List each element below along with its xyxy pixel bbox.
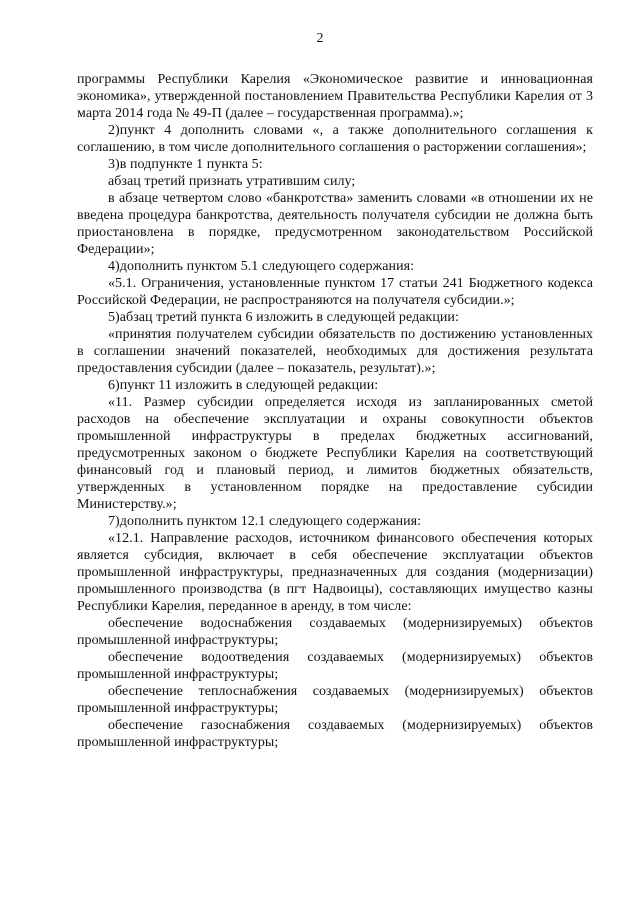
- item-number: 2): [108, 123, 120, 138]
- item-number: 3): [108, 157, 120, 172]
- paragraph: «5.1. Ограничения, установленные пунктом 17 статьи 241 Бюджетного кодекса Российской Федерации, не распространяются на получателя субсидии.»;: [77, 276, 593, 308]
- item-number: 6): [108, 378, 120, 393]
- list-item-6: [77, 377, 593, 394]
- document-body: [77, 71, 593, 751]
- page-number: 2: [316, 31, 324, 46]
- paragraph: обеспечение газоснабжения создаваемых (модернизируемых) объектов промышленной инфраструктуры;: [77, 718, 593, 750]
- item-number: 4): [108, 259, 120, 274]
- list-item-4: [77, 258, 593, 275]
- item-text: в подпункте 1 пункта 5:: [119, 157, 263, 172]
- item-text: дополнить пунктом 5.1 следующего содержания:: [119, 259, 415, 274]
- item-text: дополнить пунктом 12.1 следующего содержания:: [119, 514, 422, 529]
- paragraph: «12.1. Направление расходов, источником финансового обеспечения которых является субсидия, включает в себя обеспечение эксплуатации объектов промышленной инфраструктуры, предназначенных для создания (модернизации) промышленного производства (в пгт Надвоицы), составляющих имущество казны Республики Карелия, переданное в аренду, в том числе:: [77, 531, 593, 614]
- item-number: 7): [108, 514, 120, 529]
- paragraph: «принятия получателем субсидии обязательств по достижению установленных в соглашении значений показателей, необходимых для достижения результата предоставления субсидии (далее – показатель, результат).»;: [77, 327, 593, 376]
- paragraph-continuation: программы Республики Карелия «Экономическое развитие и инновационная экономика», утвержденной постановлением Правительства Республики Карелия от 3 марта 2014 года № 49-П (далее – государственная программа).»;: [77, 72, 593, 121]
- item-text: пункт 11 изложить в следующей редакции:: [119, 378, 379, 393]
- item-number: 5): [108, 310, 120, 325]
- list-item-3: [77, 156, 593, 173]
- item-text: абзац третий пункта 6 изложить в следующей редакции:: [119, 310, 459, 325]
- item-text: пункт 4 дополнить словами «, а также дополнительного соглашения к соглашению, в том числе дополнительного соглашения о расторжении соглашения»;: [77, 123, 593, 155]
- paragraph: «11. Размер субсидии определяется исходя из запланированных сметой расходов на обеспечение эксплуатации и охраны совокупности объектов промышленной инфраструктуры в пределах бюджетных ассигнований, предусмотренных законом о бюджете Республики Карелия на соответствующий финансовый год и плановый период, и лимитов бюджетных обязательств, утвержденных в установленном порядке на предоставление субсидии Министерству.»;: [77, 395, 593, 512]
- list-item-5: [77, 309, 593, 326]
- list-item-2: [77, 122, 593, 156]
- paragraph: абзац третий признать утратившим силу;: [108, 174, 356, 189]
- paragraph: в абзаце четвертом слово «банкротства» заменить словами «в отношении их не введена процедура банкротства, деятельность получателя субсидии не должна быть приостановлена в порядке, предусмотренном законодательством Российской Федерации»;: [77, 191, 593, 257]
- paragraph: обеспечение теплоснабжения создаваемых (модернизируемых) объектов промышленной инфраструктуры;: [77, 684, 593, 716]
- paragraph: обеспечение водоотведения создаваемых (модернизируемых) объектов промышленной инфраструктуры;: [77, 650, 593, 682]
- paragraph: обеспечение водоснабжения создаваемых (модернизируемых) объектов промышленной инфраструктуры;: [77, 616, 593, 648]
- list-item-7: [77, 513, 593, 530]
